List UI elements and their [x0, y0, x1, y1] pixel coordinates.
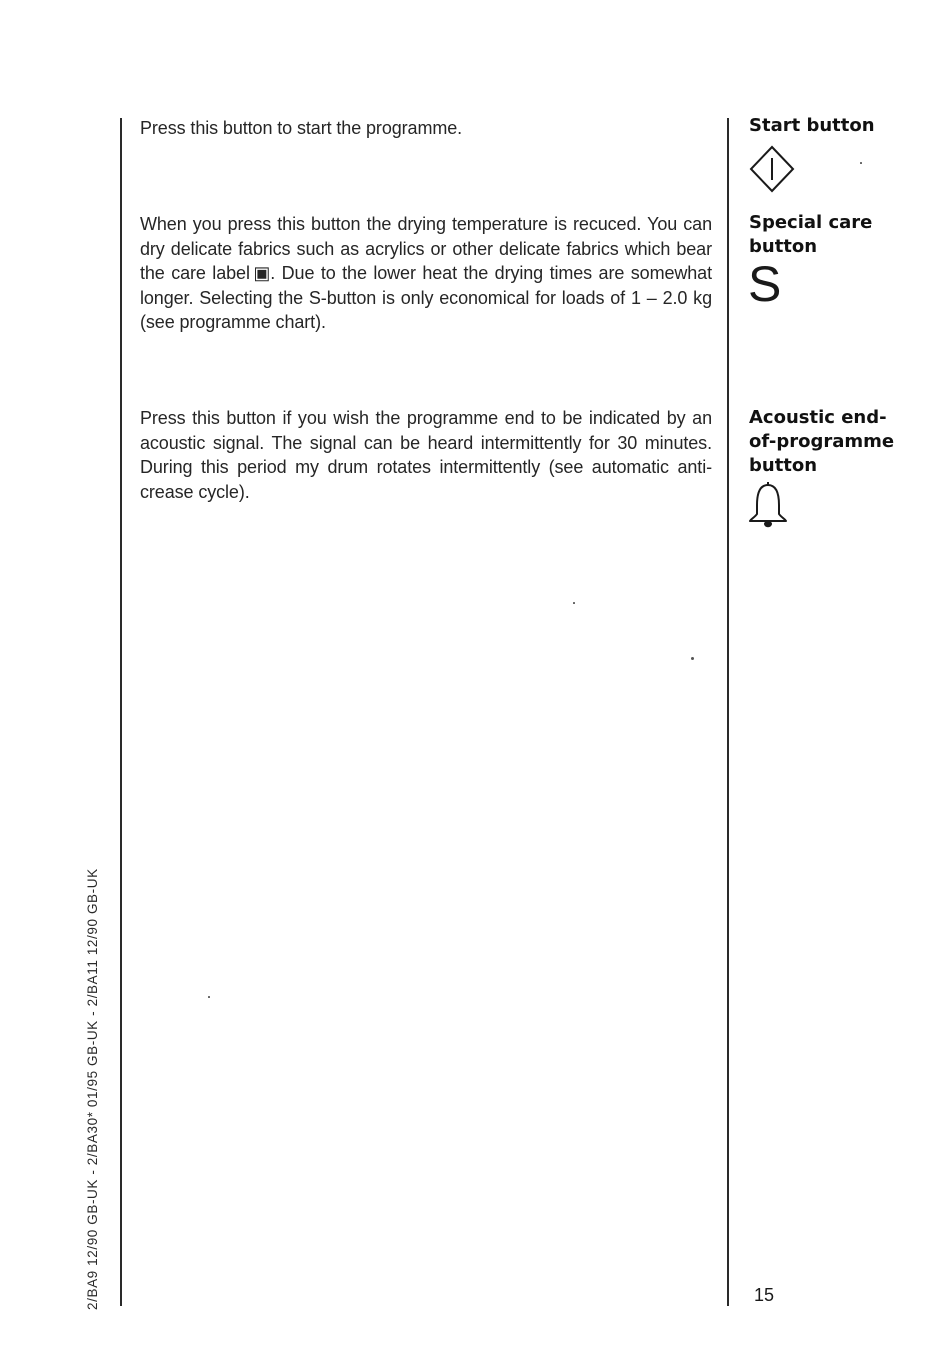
start-button-description: Press this button to start the programme.: [140, 118, 463, 138]
acoustic-button-heading: [749, 406, 929, 478]
letter-s-icon: S: [748, 256, 782, 312]
left-margin-rule: [120, 118, 122, 1306]
acoustic-heading-line-3: button: [749, 455, 818, 476]
scan-speck: [691, 657, 694, 660]
right-column-rule: [727, 118, 729, 1306]
document-code-vertical: 2/BA9 12/90 GB-UK - 2/BA30* 01/95 GB-UK - 2/BA11 12/90 GB-UK: [85, 868, 100, 1310]
bell-icon: [748, 480, 788, 539]
special-care-description: When you press this button the drying temperature is recuced. You can dry delicate fabrics such as acrylics or other delicate fabrics which bear the care label ▣. Due to the lower heat the drying times are somewhat longer. Selecting the S-button is only economical for loads of 1 – 2.0 kg (see programme chart).: [140, 214, 712, 332]
acoustic-signal-description: Press this button if you wish the programme end to be indicated by an acoustic signal. The signal can be heard intermittently for 30 minutes. During this period my drum rotates intermittently (see automatic anti-crease cycle).: [140, 408, 712, 502]
start-button-heading: Start button: [749, 115, 875, 136]
special-care-heading: Special care button: [749, 212, 873, 257]
acoustic-heading-line-1: Acoustic end-: [749, 407, 887, 428]
start-diamond-icon: [748, 145, 796, 198]
acoustic-heading-line-2: of-programme: [749, 431, 895, 452]
scan-speck: [208, 996, 210, 998]
scan-speck: [573, 602, 575, 604]
page-number: 15: [754, 1285, 775, 1305]
scan-speck: [860, 162, 862, 164]
